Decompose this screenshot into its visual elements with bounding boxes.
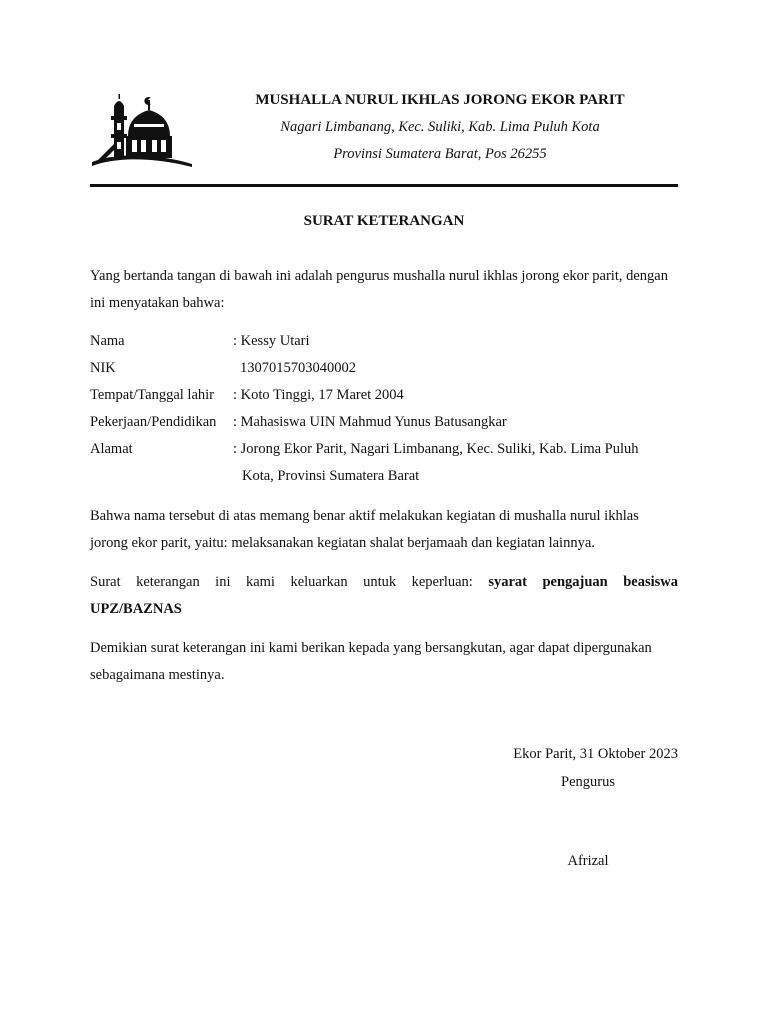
nik-label: NIK	[90, 360, 116, 376]
document-title: SURAT KETERANGAN	[303, 213, 465, 229]
signature-name: Afrizal	[567, 853, 609, 869]
name-label: Nama	[90, 333, 125, 349]
purpose-prefix: Surat keterangan ini kami keluarkan untuk keperluan:	[90, 574, 473, 590]
signature-role: Pengurus	[561, 774, 615, 790]
address-value-line-1: : Jorong Ekor Parit, Nagari Limbanang, Kec. Suliki, Kab. Lima Puluh	[233, 441, 639, 457]
signature-place-date: Ekor Parit, 31 Oktober 2023	[513, 746, 678, 762]
address-line-2: Provinsi Sumatera Barat, Pos 26255	[333, 146, 547, 162]
closing-paragraph: Demikian surat keterangan ini kami berikan kepada yang bersangkutan, agar dapat dipergunakan sebagaimana mestinya.	[90, 640, 652, 683]
name-value: : Kessy Utari	[233, 333, 310, 349]
purpose-bold-line-1: syarat pengajuan beasiswa	[488, 574, 678, 590]
intro-paragraph: Yang bertanda tangan di bawah ini adalah pengurus mushalla nurul ikhlas jorong ekor parit, dengan ini menyatakan bahwa:	[90, 268, 668, 311]
birth-value: : Koto Tinggi, 17 Maret 2004	[233, 387, 404, 403]
mosque-icon	[88, 94, 196, 170]
occupation-label: Pekerjaan/Pendidikan	[90, 414, 217, 430]
birth-label: Tempat/Tanggal lahir	[90, 387, 214, 403]
letterhead-divider	[90, 184, 678, 187]
purpose-bold-line-2: UPZ/BAZNAS	[90, 601, 182, 617]
nik-value: 1307015703040002	[240, 360, 356, 376]
address-line-1: Nagari Limbanang, Kec. Suliki, Kab. Lima Puluh Kota	[280, 119, 600, 135]
organization-name: MUSHALLA NURUL IKHLAS JORONG EKOR PARIT	[255, 92, 625, 108]
address-value-line-2: Kota, Provinsi Sumatera Barat	[242, 468, 420, 484]
occupation-value: : Mahasiswa UIN Mahmud Yunus Batusangkar	[233, 414, 507, 430]
activity-paragraph: Bahwa nama tersebut di atas memang benar aktif melakukan kegiatan di mushalla nurul ikhlas jorong ekor parit, yaitu: melaksanakan kegiatan shalat berjamaah dan kegiatan lainnya.	[90, 508, 639, 551]
address-label: Alamat	[90, 441, 133, 457]
purpose-paragraph	[90, 569, 678, 596]
